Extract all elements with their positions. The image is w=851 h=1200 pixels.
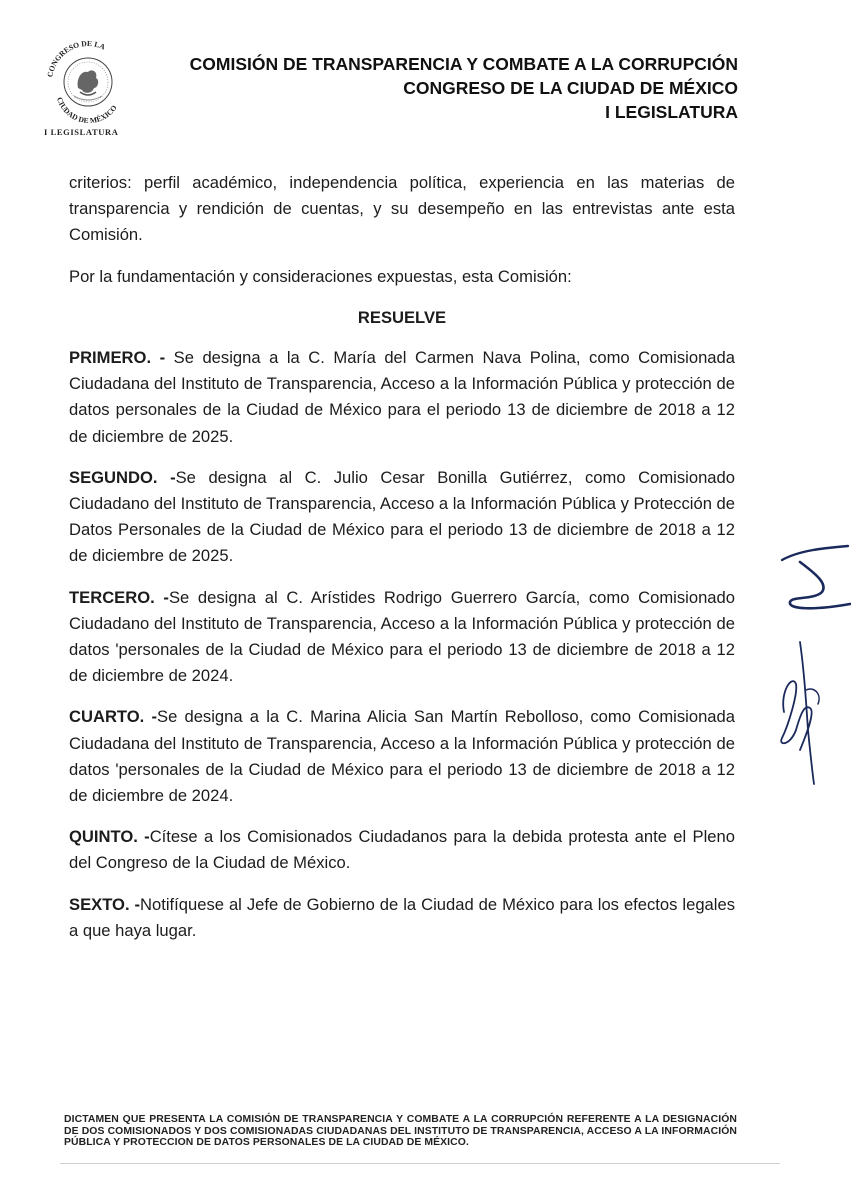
resolution-text: Se designa al C. Arístides Rodrigo Guerrero García, como Comisionado Ciudadano del Instituto de Transparencia, Acceso a la Información Pública y protección de datos 'personales de la Ciudad de México para el periodo 13 de diciembre de 2018 a 12 de diciembre de 2024. (69, 587, 735, 686)
resolution-text: Se designa a la C. María del Carmen Nava Polina, como Comisionada Ciudadana del Instituto de Transparencia, Acceso a la Información Pública y protección de datos personales de la Ciudad de México para el periodo 13 de diciembre de 2018 a 12 de diciembre de 2025. (69, 348, 735, 446)
svg-text:CIUDAD DE MÉXICO: CIUDAD DE MÉXICO (55, 95, 119, 126)
header-titles (190, 52, 738, 124)
resolution-text: Se designa a la C. Marina Alicia San Martín Rebolloso, como Comisionada Ciudadana del Instituto de Transparencia, Acceso a la Información Pública y protección de datos 'personales de la Ciudad de México para el periodo 13 de diciembre de 2018 a 12 de diciembre de 2024. (69, 707, 735, 806)
resolution-key: PRIMERO. - (69, 348, 166, 368)
resolve-heading: RESUELVE (357, 307, 447, 327)
resolution-primero (69, 345, 735, 450)
resolution-quinto (69, 824, 735, 876)
svg-text:CONGRESO DE LA: CONGRESO DE LA (45, 38, 107, 78)
resolution-key: SEXTO. - (69, 894, 141, 914)
resolution-text: Se designa al C. Julio Cesar Bonilla Gutiérrez, como Comisionado Ciudadano del Instituto de Transparencia, Acceso a la Información Pública y Protección de Datos Personales de la Ciudad de México para el periodo 13 de diciembre de 2018 a 12 de diciembre de 2025. (69, 467, 735, 566)
document-body (69, 170, 735, 944)
resolution-segundo (69, 465, 735, 570)
signature-mark-icon (770, 540, 851, 630)
seal-ring-text: CONGRESO DE LA CIUDAD DE MÉXICO (38, 28, 57, 29)
signature-initials-icon (770, 630, 840, 790)
resolution-tercero (69, 585, 735, 690)
commission-title: COMISIÓN DE TRANSPARENCIA Y COMBATE A LA CORRUPCIÓN (189, 54, 738, 74)
resolution-text: Notifíquese al Jefe de Gobierno de la Ciudad de México para los efectos legales a que haya lugar. (69, 894, 735, 940)
legislature-title: I LEGISLATURA (605, 102, 738, 122)
footer-divider (60, 1163, 780, 1164)
seal-caption: I LEGISLATURA (44, 127, 119, 137)
lead-paragraph: Por la fundamentación y consideraciones expuestas, esta Comisión: (69, 266, 572, 286)
intro-paragraph: criterios: perfil académico, independencia política, experiencia en las materias de transparencia y rendición de cuentas, y su desempeño en las entrevistas ante esta Comisión. (69, 173, 735, 245)
congress-title: CONGRESO DE LA CIUDAD DE MÉXICO (403, 78, 738, 98)
resolution-key: QUINTO. - (69, 827, 150, 847)
resolution-sexto (69, 892, 735, 944)
document-footer: DICTAMEN QUE PRESENTA LA COMISIÓN DE TRANSPARENCIA Y COMBATE A LA CORRUPCIÓN REFERENTE A LA DESIGNACIÓN DE DOS COMISIONADOS Y DOS COMISIONADAS CIUDADANAS DEL INSTITUTO DE TRANSPARENCIA, ACCESO A LA INFORMACIÓN PÚBLICA Y PROTECCION DE DATOS PERSONALES DE LA CIUDAD DE MÉXICO. (64, 1114, 737, 1149)
resolution-key: SEGUNDO. - (69, 467, 176, 487)
resolution-key: CUARTO. - (69, 707, 157, 727)
congress-seal-icon (38, 28, 138, 138)
resolution-text: Cítese a los Comisionados Ciudadanos para la debida protesta ante el Pleno del Congreso de la Ciudad de México. (69, 827, 735, 873)
resolution-cuarto (69, 704, 735, 809)
resolution-key: TERCERO. - (69, 587, 169, 607)
